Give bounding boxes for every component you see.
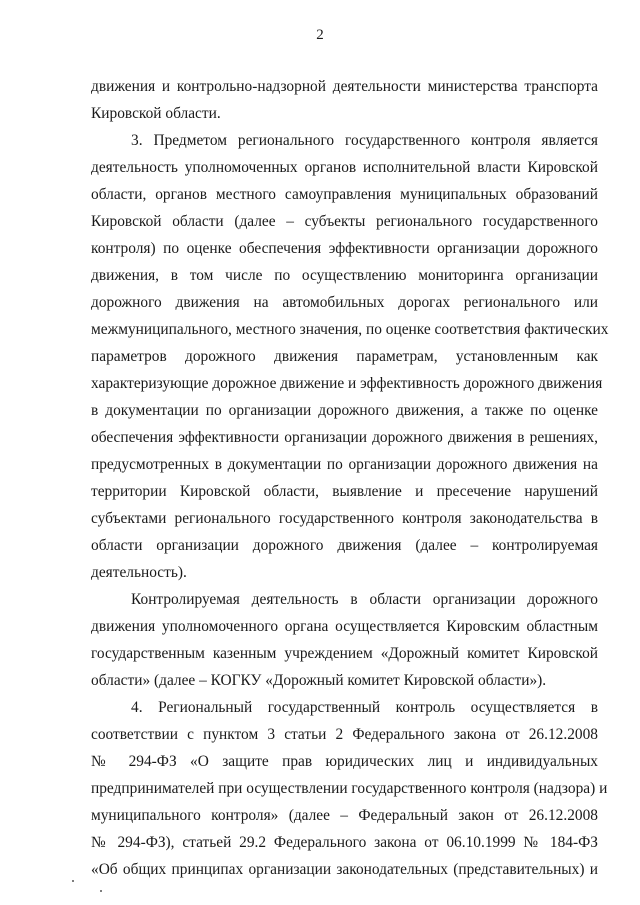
text-line: муниципального контроля» (далее – Федеральный закон от 26.12.2008 [91, 807, 598, 824]
text-line: дорожного движения на автомобильных дорогах регионального или [91, 294, 598, 311]
text-line: обеспечения эффективности организации дорожного движения в решениях, [91, 429, 598, 446]
text-line: в документации по организации дорожного движения, а также по оценке [91, 402, 598, 419]
page-number: 2 [316, 27, 324, 43]
text-line: деятельность уполномоченных органов исполнительной власти Кировской [91, 159, 598, 176]
text-line: деятельность). [91, 564, 187, 581]
paragraph-3-start: 3. Предметом регионального государственного контроля является [131, 132, 598, 149]
text-line: «Об общих принципах организации законодательных (представительных) и [91, 861, 598, 878]
scan-speck [100, 890, 102, 892]
text-line: движения уполномоченного органа осуществляется Кировским областным [91, 618, 598, 635]
text-line: движения и контрольно-надзорной деятельности министерства транспорта [91, 78, 598, 95]
text-line: контроля) по оценке обеспечения эффективности организации дорожного [91, 240, 598, 257]
text-line: предусмотренных в документации по организации дорожного движения на [91, 456, 598, 473]
text-line: области, органов местного самоуправления муниципальных образований [91, 186, 598, 203]
text-line: государственным казенным учреждением «Дорожный комитет Кировской [91, 645, 598, 662]
text-line: межмуниципального, местного значения, по оценке соответствия фактических [91, 321, 609, 338]
text-line: предпринимателей при осуществлении государственного контроля (надзора) и [91, 780, 608, 797]
text-line: Кировской области. [91, 105, 221, 122]
text-line: параметров дорожного движения параметрам, установленным как [91, 348, 598, 365]
text-line: субъектами регионального государственного контроля законодательства в [91, 510, 598, 527]
text-line: области» (далее – КОГКУ «Дорожный комитет Кировской области»). [91, 672, 547, 689]
text-line: № 294-ФЗ), статьей 29.2 Федерального закона от 06.10.1999 № 184-ФЗ [91, 834, 598, 851]
text-line: области организации дорожного движения (далее – контролируемая [91, 537, 598, 554]
text-line: территории Кировской области, выявление и пресечение нарушений [91, 483, 598, 500]
paragraph-start: Контролируемая деятельность в области организации дорожного [131, 591, 598, 608]
text-line: движения, в том числе по осуществлению мониторинга организации [91, 267, 598, 284]
text-line: соответствии с пунктом 3 статьи 2 Федерального закона от 26.12.2008 [91, 726, 598, 743]
text-line: характеризующие дорожное движение и эффективность дорожного движения [91, 375, 603, 392]
paragraph-4-start: 4. Региональный государственный контроль осуществляется в [131, 699, 598, 716]
text-line: Кировской области (далее – субъекты регионального государственного [91, 213, 598, 230]
scan-speck [72, 880, 74, 882]
text-line: № 294-ФЗ «О защите прав юридических лиц и индивидуальных [91, 753, 598, 770]
